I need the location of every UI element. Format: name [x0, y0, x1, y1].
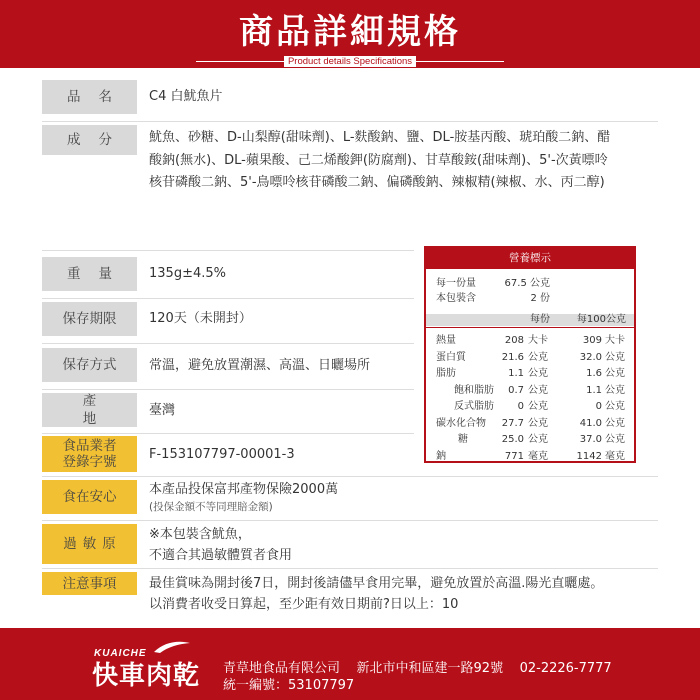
nutrient-unit: 大卡: [605, 335, 625, 346]
value-ingredients: [149, 127, 610, 195]
nutrition-facts-panel: [424, 246, 636, 463]
nutrient-per-100g: 32.0: [579, 351, 602, 363]
divider: [42, 568, 658, 569]
value-allergen-line1: ※本包裝含魷魚，: [149, 527, 251, 542]
label-notice: 注意事項: [42, 572, 137, 595]
nutrient-per-serving: 771: [504, 450, 524, 462]
company-info: 青草地食品有限公司 新北市中和區建一路92號 02-2226-7777: [223, 661, 612, 676]
nutrient-name: 碳水化合物: [436, 417, 486, 429]
value-origin: 臺灣: [149, 403, 176, 418]
label-insurance: 食在安心: [42, 480, 137, 514]
brand-logo-en: KUAICHE: [94, 648, 147, 659]
nutrient-per-serving: 21.6: [501, 351, 524, 363]
ingredients-line: 核苷磷酸二鈉、5'-鳥嘌呤核苷磷酸二鈉、偏磷酸鈉、辣椒精(辣椒、水、丙二醇): [149, 175, 605, 190]
nutrient-name: 熱量: [436, 335, 456, 346]
nutrient-unit: 毫克: [605, 450, 625, 462]
nutrient-unit: 公克: [605, 351, 625, 363]
nutrient-unit: 毫克: [528, 450, 548, 462]
servings-per-pack-label: 本包裝含: [436, 293, 476, 304]
value-insurance: 本產品投保富邦產物保險2000萬: [149, 482, 339, 497]
nutrient-name: 糖: [458, 434, 468, 445]
nutrient-name: 脂肪: [436, 368, 456, 379]
nutrient-per-100g: 0: [595, 401, 602, 412]
label-weight: 重量: [42, 257, 137, 291]
serving-size-value: 67.5 公克: [504, 278, 550, 289]
value-storage: 常溫，避免放置潮濕、高溫、日曬場所: [149, 358, 371, 373]
nutrient-unit: 公克: [605, 368, 625, 379]
serving-size-label: 每一份量: [436, 278, 476, 289]
divider: [42, 343, 414, 344]
nutrient-unit: 公克: [605, 401, 625, 412]
nutrient-per-100g: 41.0: [579, 417, 602, 429]
nutrient-unit: 公克: [528, 368, 548, 379]
nutrient-unit: 大卡: [528, 335, 548, 346]
divider: [42, 121, 658, 122]
nutrient-name: 飽和脂肪: [454, 384, 494, 396]
nutrient-name: 蛋白質: [436, 351, 466, 363]
servings-per-pack-value: 2 份: [530, 293, 550, 304]
nutrition-title: 營養標示: [426, 248, 634, 269]
label-origin: 產地: [42, 393, 137, 427]
ingredients-line: 魷魚、砂糖、D-山梨醇(甜味劑)、L-麩酸鈉、鹽、DL-胺基丙酸、琥珀酸二鈉、醋: [149, 130, 611, 145]
ingredients-line: 酸鈉(無水)、DL-蘋果酸、己二烯酸鉀(防腐劑)、甘草酸銨(甜味劑)、5'-次黃嘌呤: [149, 152, 608, 168]
label-shelf-life: 保存期限: [42, 302, 137, 336]
label-storage: 保存方式: [42, 348, 137, 382]
nutrient-unit: 公克: [605, 417, 625, 429]
nutrient-unit: 公克: [528, 434, 548, 445]
nutrient-unit: 公克: [605, 384, 625, 396]
nutrient-unit: 公克: [528, 351, 548, 363]
value-weight: 135g±4.5%: [149, 266, 226, 281]
label-allergen: 過敏原: [42, 524, 137, 564]
nutrient-per-serving: 1.1: [508, 368, 524, 379]
nutrient-name: 反式脂肪: [454, 401, 494, 412]
brand-logo-zh: 快車肉乾: [92, 661, 201, 691]
nutrient-per-100g: 37.0: [579, 434, 602, 445]
brand-swoosh-icon: [152, 640, 192, 654]
divider: [42, 389, 414, 390]
divider: [42, 298, 414, 299]
divider: [42, 250, 414, 251]
page-subtitle: Product details Specifications: [0, 56, 700, 68]
value-allergen-line2: 不適合其過敏體質者食用: [149, 548, 293, 563]
header-banner: [0, 0, 700, 68]
nutrient-unit: 公克: [528, 417, 548, 429]
page-title: 商品詳細規格: [239, 12, 461, 52]
nutrient-per-100g: 1.6: [586, 368, 602, 379]
value-notice-line2: 以消費者收受日算起，至少距有效日期前?日以上：10: [149, 597, 459, 612]
divider: [42, 520, 658, 521]
nutrient-unit: 公克: [528, 401, 548, 412]
nutrient-unit: 公克: [528, 384, 548, 396]
nutrient-per-100g: 1.1: [586, 384, 602, 396]
nutrient-per-serving: 0: [517, 401, 524, 412]
label-ingredients: 成分: [42, 125, 137, 155]
value-shelf-life: 120天（未開封）: [149, 311, 252, 326]
nutrient-per-serving: 27.7: [501, 417, 524, 429]
label-name: 品名: [42, 80, 137, 114]
column-per-100g: 每100公克: [576, 314, 626, 325]
nutrition-divider: [426, 327, 634, 328]
value-name: C4 白魷魚片: [149, 89, 223, 104]
nutrient-per-serving: 208: [504, 335, 524, 346]
nutrient-per-100g: 309: [582, 335, 602, 346]
tax-id: 統一編號：53107797: [223, 678, 355, 693]
value-registration: F-153107797-00001-3: [149, 447, 295, 462]
nutrient-name: 鈉: [436, 450, 446, 462]
nutrient-per-serving: 0.7: [508, 384, 524, 396]
value-notice-line1: 最佳賞味為開封後7日，開封後請儘早食用完畢，避免放置於高溫.陽光直曬處。: [149, 576, 604, 591]
insurance-note: (投保金額不等同理賠金額): [149, 501, 273, 513]
nutrient-per-serving: 25.0: [501, 434, 524, 445]
label-registration: 食品業者 登錄字號: [42, 436, 137, 472]
divider: [42, 476, 658, 477]
nutrient-unit: 公克: [605, 434, 625, 445]
divider: [42, 433, 414, 434]
nutrient-per-100g: 1142: [576, 450, 602, 462]
column-per-serving: 每份: [530, 314, 550, 325]
